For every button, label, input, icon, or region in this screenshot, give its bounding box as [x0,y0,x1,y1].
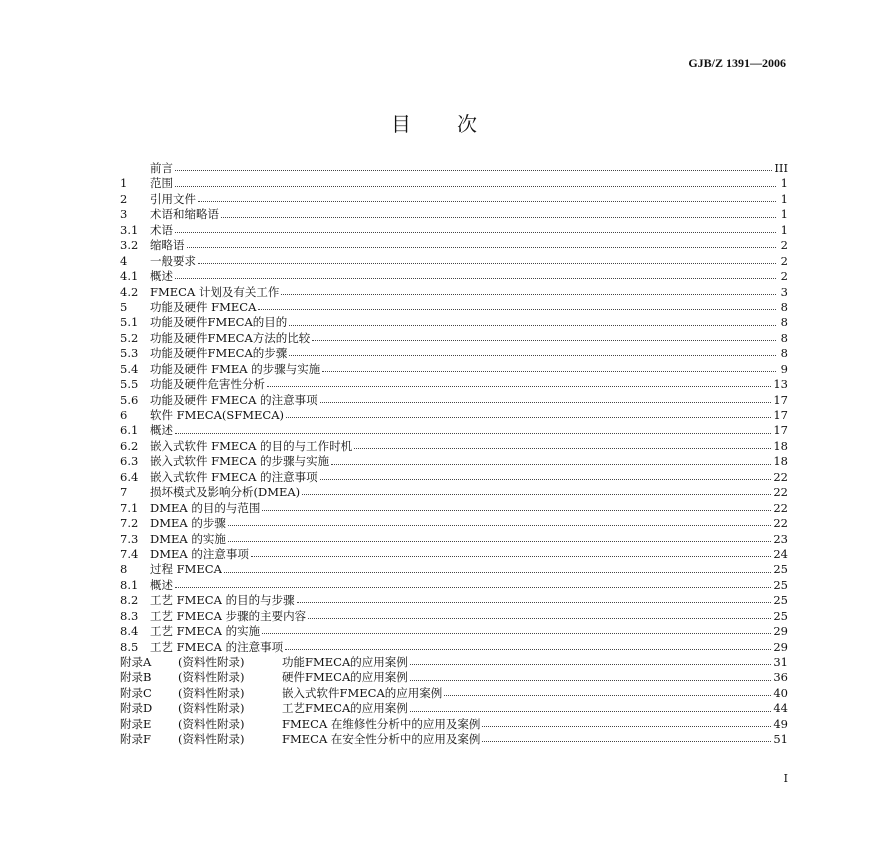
toc-appendix-entry[interactable] [120,732,788,747]
leader-dots [285,649,771,650]
appendix-page: 40 [773,685,788,700]
toc-entry[interactable] [120,516,788,531]
toc-entry-title: 概述 [150,269,173,284]
table-of-contents [120,161,788,748]
toc-entry-number: 4.1 [120,269,139,284]
toc-entry[interactable] [120,562,788,577]
leader-dots [175,232,776,233]
toc-entry-page: 23 [773,531,788,546]
leader-dots [251,556,772,557]
appendix-page: 44 [773,701,788,716]
toc-entry-title: 功能及硬件 FMECA 的注意事项 [150,392,318,407]
toc-entry-page: 3 [780,284,788,299]
leader-dots [289,355,776,356]
leader-dots [320,479,772,480]
toc-entry-page: 2 [780,269,788,284]
toc-entry-title: 前言 [150,161,173,175]
toc-entry-number: 5.6 [120,392,139,407]
toc-entry-title: 嵌入式软件 FMECA 的注意事项 [150,469,318,484]
toc-entry-title: 概述 [150,423,173,438]
toc-entry-number: 8.2 [120,593,139,608]
toc-entry-title: FMECA 计划及有关工作 [150,284,280,299]
toc-entry-number: 1 [120,176,128,191]
toc-entry[interactable] [120,408,788,423]
leader-dots [444,695,771,696]
toc-title-char-2: 次 [457,112,479,136]
toc-entry-page: 8 [780,346,788,361]
toc-appendix-entry[interactable] [120,717,788,732]
toc-entry[interactable] [120,624,788,639]
leader-dots [221,217,776,218]
appendix-title: 硬件FMECA的应用案例 [282,670,408,685]
toc-entry-title: 工艺 FMECA 的实施 [150,624,261,639]
toc-appendix-entry[interactable] [120,686,788,701]
leader-dots [302,494,771,495]
toc-entry-number: 6 [120,408,128,422]
appendix-type: (资料性附录) [178,685,245,700]
appendix-number: 附录D [120,701,153,716]
toc-entry-number: 7 [120,485,128,500]
toc-entry[interactable] [120,423,788,438]
toc-title [0,108,870,137]
toc-entry-page: 8 [780,315,788,330]
toc-entry-number: 6.3 [120,454,139,469]
toc-entry-page: III [774,161,788,175]
toc-entry-title: 过程 FMECA [150,562,222,577]
appendix-title: FMECA 在安全性分析中的应用及案例 [282,732,481,747]
document-code: GJB/Z 1391—2006 [688,56,786,70]
leader-dots [175,278,776,279]
toc-entry-title: 功能及硬件 FMEA 的步骤与实施 [150,361,321,376]
toc-entry[interactable] [120,547,788,562]
toc-entry-page: 1 [780,222,788,237]
toc-entry[interactable] [120,176,788,191]
toc-entry-page: 29 [773,624,788,639]
toc-entry[interactable] [120,238,788,253]
appendix-page: 49 [773,716,788,731]
toc-entry-page: 22 [773,485,788,500]
toc-entry-title: 嵌入式软件 FMECA 的步骤与实施 [150,454,330,469]
toc-entry-title: 功能及硬件FMECA的目的 [150,315,288,330]
toc-entry-page: 25 [773,593,788,608]
toc-entry[interactable] [120,377,788,392]
toc-entry-page: 1 [780,191,788,206]
appendix-type: (资料性附录) [178,670,245,685]
toc-entry-page: 24 [773,546,788,561]
toc-entry[interactable] [120,331,788,346]
toc-entry-number: 4.2 [120,284,139,299]
appendix-title: 工艺FMECA的应用案例 [282,701,408,716]
toc-entry[interactable] [120,593,788,608]
toc-entry-number: 6.2 [120,438,139,453]
leader-dots [198,201,776,202]
leader-dots [224,572,771,573]
appendix-type: (资料性附录) [178,716,245,731]
toc-entry[interactable] [120,269,788,284]
appendix-page: 31 [773,655,788,669]
toc-entry-title: 术语 [150,222,173,237]
toc-entry[interactable] [120,640,788,655]
toc-entry[interactable] [120,470,788,485]
toc-entry[interactable] [120,192,788,207]
leader-dots [286,417,771,418]
leader-dots [281,294,776,295]
leader-dots [228,525,772,526]
toc-entry-title: 工艺 FMECA 的注意事项 [150,639,284,654]
toc-entry[interactable] [120,485,788,500]
leader-dots [331,464,771,465]
toc-entry-number: 6.4 [120,469,139,484]
leader-dots [354,448,771,449]
toc-entry-title: 功能及硬件FMECA方法的比较 [150,330,311,345]
toc-entry-number: 8.1 [120,577,139,592]
leader-dots [410,711,772,712]
leader-dots [258,309,776,310]
leader-dots [175,170,772,171]
toc-entry[interactable] [120,439,788,454]
appendix-number: 附录B [120,670,152,685]
toc-entry-title: 功能及硬件FMECA的步骤 [150,346,288,361]
toc-entry-title: 缩略语 [150,238,185,253]
toc-entry-title: DMEA 的步骤 [150,516,226,531]
toc-entry-page: 18 [773,454,788,469]
toc-entry-title: 范围 [150,176,173,191]
toc-entry-number: 3.1 [120,222,139,237]
toc-entry-page: 8 [780,299,788,314]
toc-entry[interactable] [120,285,788,300]
appendix-type: (资料性附录) [178,701,245,716]
toc-entry[interactable] [120,501,788,516]
toc-entry[interactable] [120,161,788,176]
toc-entry-title: 损坏模式及影响分析(DMEA) [150,485,301,500]
toc-entry-number: 7.2 [120,516,139,531]
toc-entry-page: 18 [773,438,788,453]
toc-entry-page: 1 [780,207,788,222]
leader-dots [410,664,772,665]
toc-entry-title: DMEA 的实施 [150,531,226,546]
toc-entry-page: 8 [780,330,788,345]
toc-entry-page: 17 [773,423,788,438]
appendix-number: 附录F [120,732,151,747]
leader-dots [482,741,771,742]
toc-entry-number: 8 [120,562,128,577]
leader-dots [262,510,771,511]
toc-entry[interactable] [120,578,788,593]
toc-entry-number: 7.3 [120,531,139,546]
toc-entry-title: 术语和缩略语 [150,207,219,222]
toc-entry-page: 9 [780,361,788,376]
appendix-title: 嵌入式软件FMECA的应用案例 [282,685,443,700]
leader-dots [297,602,772,603]
toc-entry[interactable] [120,346,788,361]
toc-entry-number: 3.2 [120,238,139,253]
toc-entry[interactable] [120,362,788,377]
toc-entry-page: 22 [773,500,788,515]
toc-entry-number: 5.4 [120,361,139,376]
toc-entry[interactable] [120,454,788,469]
leader-dots [175,433,771,434]
toc-title-char-1: 目 [391,112,413,136]
leader-dots [175,587,771,588]
leader-dots [410,680,772,681]
toc-entry-page: 25 [773,577,788,592]
toc-appendix-entry[interactable] [120,655,788,670]
leader-dots [320,402,772,403]
toc-entry-number: 7.1 [120,500,139,515]
toc-entry-page: 29 [773,639,788,654]
toc-entry-page: 2 [780,238,788,253]
toc-entry-number: 5 [120,299,128,314]
appendix-number: 附录C [120,685,152,700]
leader-dots [289,325,776,326]
leader-dots [482,726,771,727]
toc-entry-number: 3 [120,207,128,222]
toc-entry-page: 25 [773,562,788,577]
toc-appendix-entry[interactable] [120,670,788,685]
appendix-number: 附录E [120,716,152,731]
appendix-title: FMECA 在维修性分析中的应用及案例 [282,716,481,731]
toc-entry-number: 8.5 [120,639,139,654]
toc-entry-title: 引用文件 [150,191,196,206]
toc-entry-number: 2 [120,191,128,206]
toc-entry-page: 1 [780,176,788,191]
toc-entry-title: 功能及硬件 FMECA [150,299,257,314]
toc-entry-page: 13 [773,377,788,392]
leader-dots [175,186,776,187]
toc-entry-number: 8.4 [120,624,139,639]
toc-entry-number: 5.1 [120,315,139,330]
appendix-type: (资料性附录) [178,655,245,669]
appendix-page: 36 [773,670,788,685]
toc-entry[interactable] [120,532,788,547]
leader-dots [228,541,772,542]
toc-entry[interactable] [120,207,788,222]
toc-entry[interactable] [120,393,788,408]
toc-entry-title: 嵌入式软件 FMECA 的目的与工作时机 [150,438,353,453]
toc-entry-number: 5.5 [120,377,139,392]
toc-appendix-entry[interactable] [120,701,788,716]
toc-entry-title: 工艺 FMECA 的目的与步骤 [150,593,295,608]
toc-entry-title: 软件 FMECA(SFMECA) [150,408,285,422]
toc-entry-page: 17 [773,392,788,407]
leader-dots [262,633,771,634]
toc-entry[interactable] [120,223,788,238]
leader-dots [308,618,771,619]
appendix-type: (资料性附录) [178,732,245,747]
toc-entry-page: 2 [780,253,788,268]
toc-entry-title: 工艺 FMECA 步骤的主要内容 [150,608,307,623]
leader-dots [312,340,776,341]
toc-entry[interactable] [120,609,788,624]
page-number: I [783,772,788,785]
toc-entry-number: 6.1 [120,423,139,438]
toc-entry[interactable] [120,300,788,315]
toc-entry[interactable] [120,315,788,330]
toc-entry-number: 7.4 [120,546,139,561]
toc-entry-page: 17 [773,408,788,422]
toc-entry[interactable] [120,254,788,269]
toc-entry-page: 25 [773,608,788,623]
appendix-page: 51 [773,732,788,747]
toc-entry-number: 5.2 [120,330,139,345]
leader-dots [267,386,771,387]
leader-dots [198,263,776,264]
appendix-title: 功能FMECA的应用案例 [282,655,408,669]
toc-entry-title: 功能及硬件危害性分析 [150,377,265,392]
leader-dots [322,371,776,372]
appendix-number: 附录A [120,655,152,669]
toc-entry-number: 4 [120,253,128,268]
toc-entry-number: 5.3 [120,346,139,361]
toc-entry-page: 22 [773,516,788,531]
toc-entry-title: DMEA 的注意事项 [150,546,249,561]
toc-entry-title: DMEA 的目的与范围 [150,500,261,515]
toc-entry-title: 概述 [150,577,173,592]
toc-entry-page: 22 [773,469,788,484]
toc-entry-title: 一般要求 [150,253,196,268]
leader-dots [187,247,777,248]
toc-entry-number: 8.3 [120,608,139,623]
